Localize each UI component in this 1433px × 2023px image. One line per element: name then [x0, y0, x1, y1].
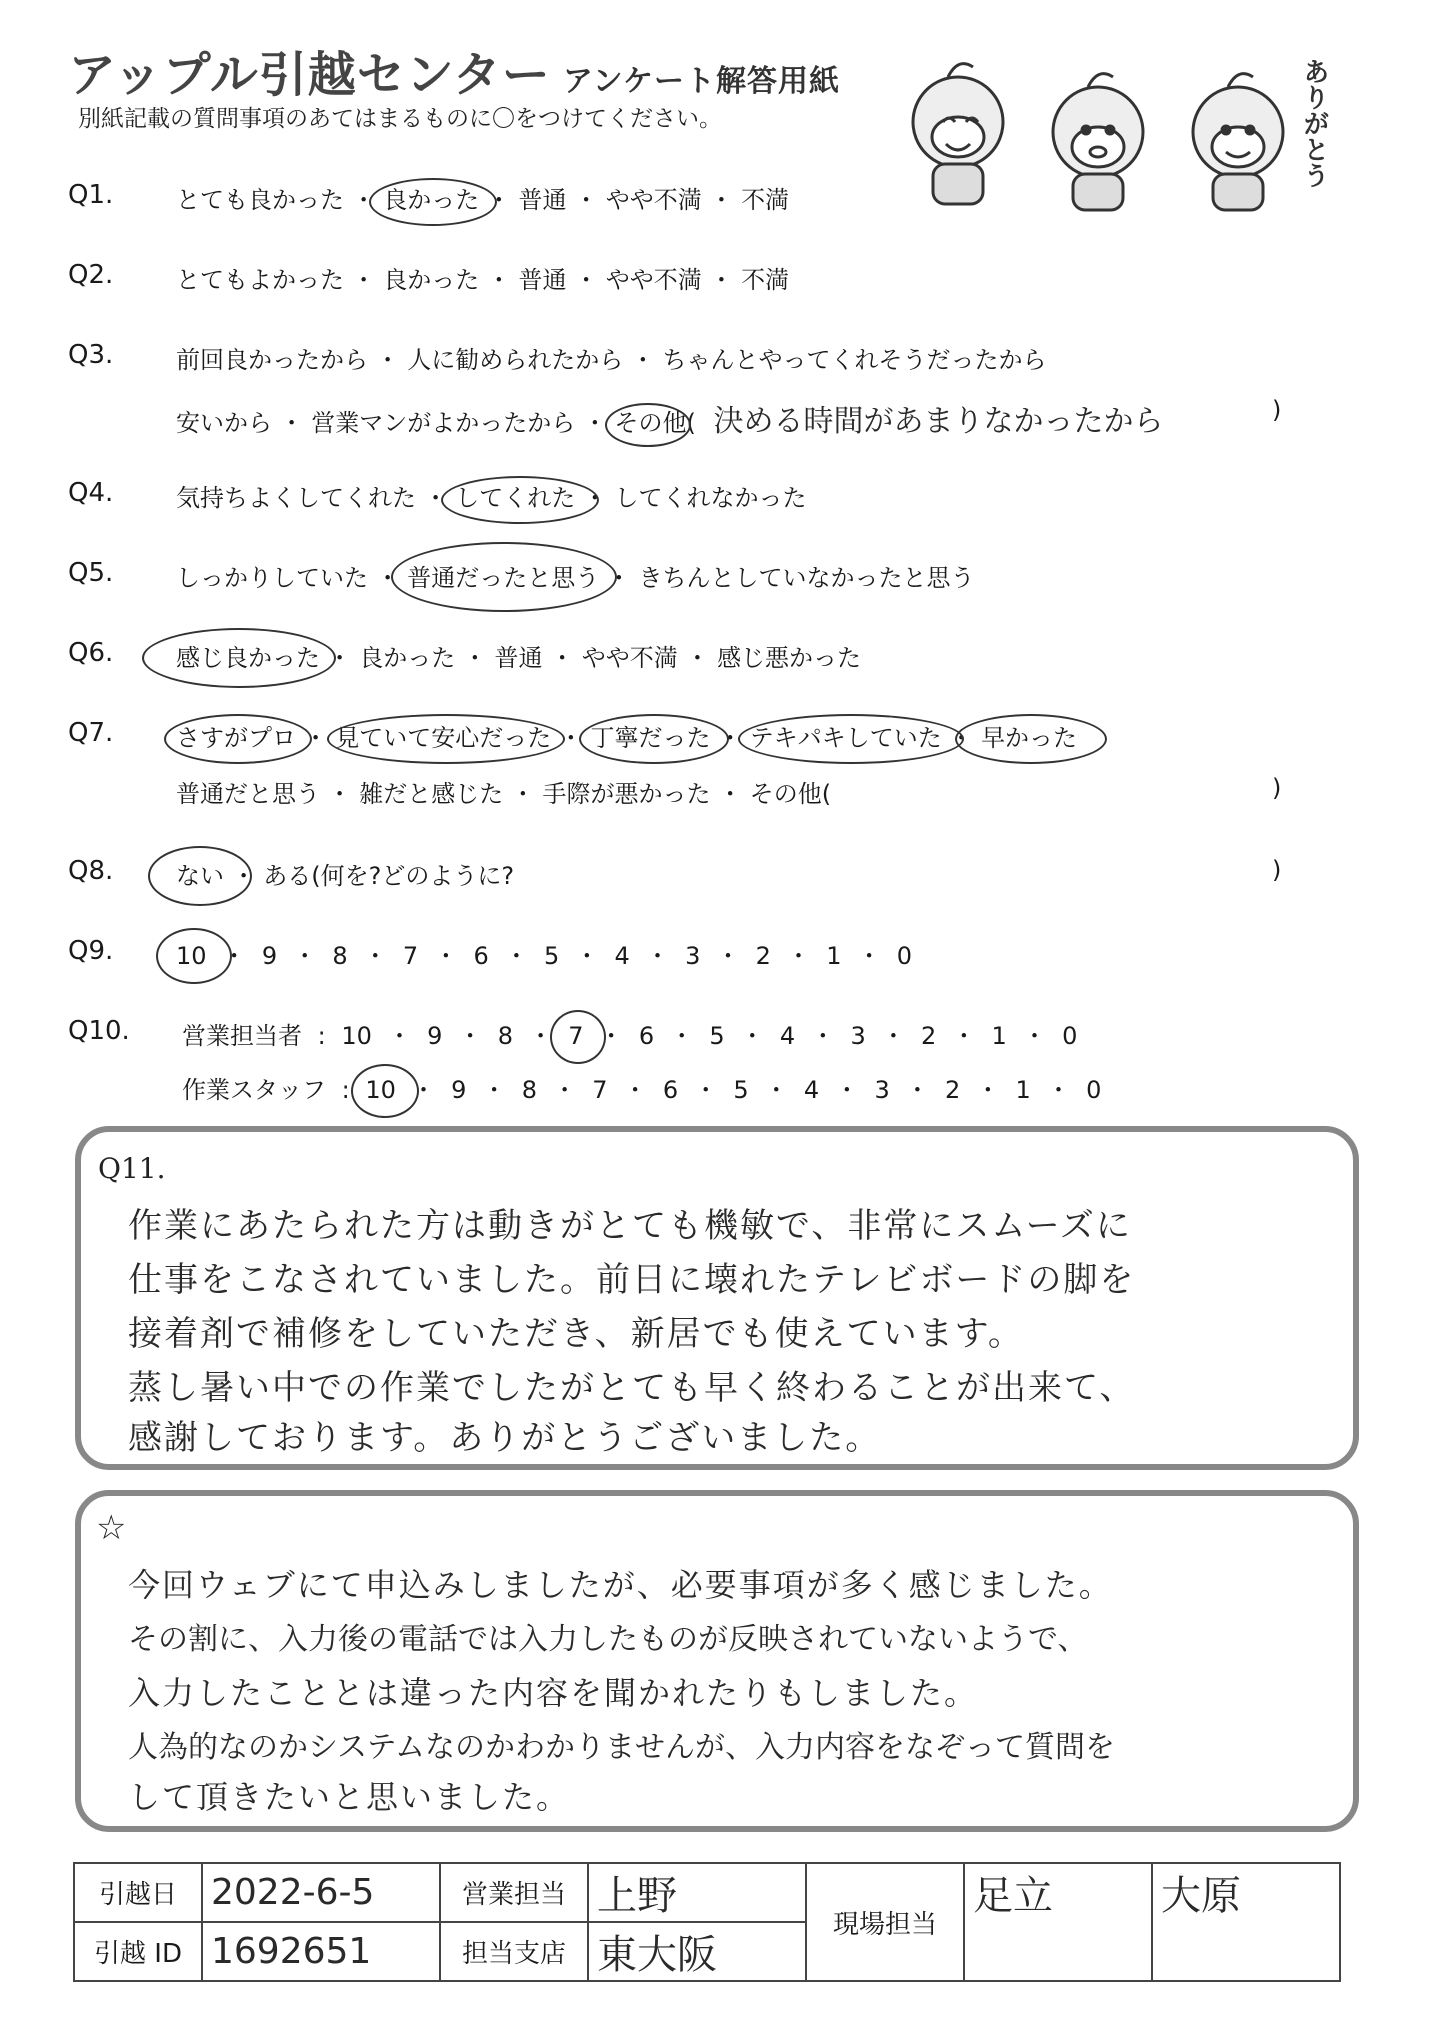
q5-options: しっかりしていた ・ 普通だったと思う ・ きちんとしていなかったと思う	[176, 558, 975, 593]
q9-score-selected[interactable]: 10	[176, 942, 207, 970]
selection-circle	[955, 714, 1107, 764]
selection-circle	[369, 178, 497, 226]
selection-circle	[164, 714, 312, 764]
site-label: 現場担当	[806, 1863, 964, 1981]
q5-option-selected[interactable]: 普通だったと思う	[407, 564, 599, 592]
form-subtitle: アンケート解答用紙	[562, 64, 841, 99]
q2-options: とてもよかった ・ 良かった ・ 普通 ・ やや不満 ・ 不満	[176, 266, 790, 294]
q10-staff-score-selected[interactable]: 10	[365, 1076, 396, 1104]
q2-option[interactable]: やや不満	[605, 266, 702, 294]
q1-option[interactable]: 普通	[518, 186, 567, 214]
q10-sales-score[interactable]: 4	[779, 1022, 796, 1050]
q7-option-selected[interactable]: さすがプロ	[176, 724, 296, 752]
q8-label: Q8.	[68, 856, 114, 886]
selection-circle	[142, 628, 336, 688]
q9-scale: 10 ・ 9 ・ 8 ・ 7 ・ 6 ・ 5 ・ 4 ・ 3 ・ 2 ・ 1 ・ 0	[176, 936, 912, 971]
q11-label: Q11.	[98, 1152, 166, 1185]
q3-other-handwritten: 決める時間があまりなかったから	[713, 404, 1164, 439]
q4-option-selected[interactable]: してくれた	[455, 484, 575, 512]
q10-sales-score[interactable]: 2	[921, 1022, 937, 1050]
q9-label: Q9.	[68, 936, 114, 966]
star-line: その割に、入力後の電話では入力したものが反映されていないようで、	[128, 1622, 1088, 1657]
q9-score[interactable]: 4	[614, 942, 630, 970]
sales-label: 営業担当	[440, 1863, 588, 1922]
selection-circle	[327, 714, 565, 764]
q4-option[interactable]: 気持ちよくしてくれた	[176, 484, 416, 512]
mascot-left-icon	[913, 64, 1003, 204]
q6-option[interactable]: 感じ悪かった	[717, 644, 862, 672]
selection-circle	[550, 1010, 606, 1064]
q3-close-paren: )	[1272, 396, 1282, 424]
q4-label: Q4.	[68, 478, 114, 508]
q10-sales-score[interactable]: 10	[341, 1022, 372, 1050]
q9-score[interactable]: 9	[261, 942, 278, 970]
q3-option[interactable]: 人に勧められたから	[407, 346, 624, 374]
q3-option[interactable]: 営業マンがよかったから	[311, 409, 576, 437]
q10-staff-label: 作業スタッフ :	[182, 1076, 350, 1104]
q5-label: Q5.	[68, 558, 114, 588]
q9-score[interactable]: 6	[473, 942, 489, 970]
q3-line2: 安いから ・ 営業マンがよかったから ・ その他( 決める時間があまりなかったから	[176, 396, 1164, 440]
q7-option-selected[interactable]: テキパキしていた	[750, 724, 942, 752]
q10-staff-score[interactable]: 3	[874, 1076, 890, 1104]
footer-table	[73, 1862, 1341, 1982]
q6-option-selected[interactable]: 感じ良かった	[176, 644, 320, 672]
q10-label: Q10.	[68, 1016, 130, 1046]
q10-sales-score[interactable]: 8	[497, 1022, 513, 1050]
q2-option[interactable]: 普通	[518, 266, 567, 294]
q2-option[interactable]: 不満	[741, 266, 790, 294]
q10-sales-label: 営業担当者 :	[182, 1022, 326, 1050]
q10-staff-score[interactable]: 6	[662, 1076, 679, 1104]
q3-label: Q3.	[68, 340, 114, 370]
q6-option[interactable]: 良かった	[359, 644, 456, 672]
q6-option[interactable]: やや不満	[581, 644, 678, 672]
q8-options: ない ・ ある(何を?どのように?	[176, 856, 514, 891]
q2-option[interactable]: とてもよかった	[176, 266, 344, 294]
star-line: 人為的なのかシステムなのかわかりませんが、入力内容をなぞって質問を	[128, 1730, 1115, 1765]
q8-option[interactable]: ある(何を?どのように?	[263, 862, 515, 890]
q8-close-paren: )	[1272, 856, 1282, 884]
site-staff-2: 大原	[1152, 1863, 1340, 1981]
q9-score[interactable]: 1	[826, 942, 842, 970]
q6-label: Q6.	[68, 638, 114, 668]
q10-sales-score[interactable]: 6	[638, 1022, 655, 1050]
q9-score[interactable]: 0	[896, 942, 913, 970]
q10-sales-score[interactable]: 5	[709, 1022, 725, 1050]
q9-score[interactable]: 2	[755, 942, 771, 970]
q6-options: 感じ良かった ・ 良かった ・ 普通 ・ やや不満 ・ 感じ悪かった	[176, 638, 861, 673]
q10-sales-score-selected[interactable]: 7	[568, 1022, 583, 1050]
branch-value: 東大阪	[588, 1922, 806, 1981]
q11-line: 蒸し暑い中での作業でしたがとても早く終わることが出来て、	[128, 1368, 1136, 1408]
selection-circle	[579, 714, 729, 764]
q3-option[interactable]: 前回良かったから	[176, 346, 368, 374]
q7-option[interactable]: 手際が悪かった	[542, 780, 711, 808]
q10-sales-score[interactable]: 1	[991, 1022, 1007, 1050]
q4-options: 気持ちよくしてくれた ・ してくれた ・ してくれなかった	[176, 478, 807, 513]
selection-circle	[605, 403, 691, 447]
company-name: アップル引越センター	[68, 47, 551, 103]
star-icon: ☆	[96, 1508, 127, 1548]
q10-staff-score[interactable]: 2	[945, 1076, 961, 1104]
q7-line2: 普通だと思う ・ 雑だと感じた ・ 手際が悪かった ・ その他(	[176, 780, 832, 808]
q10-sales-row: 営業担当者 : 10 ・ 9 ・ 8 ・ 7 ・ 6 ・ 5 ・ 4 ・ 3 ・ 2 ・ 1 ・ 0	[182, 1016, 1077, 1051]
move-date-label: 引越日	[74, 1863, 202, 1922]
move-id-label: 引越 ID	[74, 1922, 202, 1981]
q10-staff-score[interactable]: 4	[803, 1076, 820, 1104]
q10-staff-row: 作業スタッフ : 10 ・ 9 ・ 8 ・ 7 ・ 6 ・ 5 ・ 4 ・ 3 ・ 2 ・ 1 ・ 0	[182, 1070, 1101, 1105]
q5-option[interactable]: しっかりしていた	[176, 564, 368, 592]
q9-score[interactable]: 7	[402, 942, 419, 970]
q7-option-selected[interactable]: 早かった	[981, 724, 1077, 752]
q7-close-paren: )	[1272, 774, 1282, 802]
sales-name: 上野	[588, 1863, 806, 1922]
q3-option[interactable]: 安いから	[176, 409, 272, 437]
q3-option[interactable]: ちゃんとやってくれそうだったから	[662, 346, 1047, 374]
selection-circle	[391, 542, 617, 612]
q10-sales-score[interactable]: 0	[1062, 1022, 1078, 1050]
selection-circle	[156, 928, 232, 984]
mascot-right-icon	[1193, 74, 1283, 210]
thanks-text: ありがとう	[1299, 58, 1329, 188]
q7-option[interactable]: 普通だと思う	[176, 780, 320, 808]
q1-label: Q1.	[68, 180, 114, 210]
q10-sales-score[interactable]: 3	[850, 1022, 866, 1050]
q1-option[interactable]: やや不満	[605, 186, 702, 214]
selection-circle	[441, 476, 599, 524]
star-line: して頂きたいと思いました。	[128, 1778, 571, 1816]
star-line: 入力したこととは違った内容を聞かれたりもしました。	[128, 1674, 979, 1712]
q10-staff-score[interactable]: 1	[1015, 1076, 1031, 1104]
q7-option-selected[interactable]: 丁寧だった	[591, 724, 711, 752]
q10-sales-score[interactable]: 9	[427, 1022, 443, 1050]
q1-option-selected[interactable]: 良かった	[383, 186, 479, 214]
q6-option[interactable]: 普通	[494, 644, 543, 672]
q10-staff-score[interactable]: 5	[733, 1076, 749, 1104]
selection-circle	[351, 1064, 419, 1118]
q11-line: 作業にあたられた方は動きがとても機敏で、非常にスムーズに	[128, 1206, 1132, 1246]
q4-option[interactable]: してくれなかった	[614, 484, 807, 512]
q7-option[interactable]: 雑だと感じた	[359, 780, 504, 808]
q1-option[interactable]: とても良かった	[176, 186, 344, 214]
selection-circle	[148, 846, 252, 906]
q2-label: Q2.	[68, 260, 114, 290]
q7-option[interactable]: その他(	[749, 780, 832, 808]
q7-label: Q7.	[68, 718, 114, 748]
move-date-value: 2022-6-5	[202, 1863, 440, 1922]
q3-line1: 前回良かったから ・ 人に勧められたから ・ ちゃんとやってくれそうだったから	[176, 346, 1047, 374]
q8-option-selected[interactable]: ない	[176, 862, 224, 890]
q11-line: 仕事をこなされていました。前日に壊れたテレビボードの脚を	[128, 1260, 1136, 1300]
q9-score[interactable]: 8	[332, 942, 348, 970]
site-staff-1: 足立	[964, 1863, 1152, 1981]
q2-option[interactable]: 良かった	[383, 266, 480, 294]
q11-line: 接着剤で補修をしていただき、新居でも使えています。	[128, 1314, 1024, 1354]
q10-staff-score[interactable]: 9	[451, 1076, 467, 1104]
q7-option-selected[interactable]: 見ていて安心だった	[335, 724, 551, 752]
q9-score[interactable]: 3	[685, 942, 701, 970]
q7-line1: さすがプロ ・ 見ていて安心だった ・ 丁寧だった ・ テキパキしていた ・ 早かった	[176, 718, 1077, 753]
q1-option[interactable]: 不満	[741, 186, 790, 214]
branch-label: 担当支店	[440, 1922, 588, 1981]
q11-line: 感謝しております。ありがとうございました。	[128, 1418, 882, 1458]
form-title	[68, 36, 840, 105]
q10-staff-score[interactable]: 8	[521, 1076, 537, 1104]
q3-option-selected[interactable]: その他(	[615, 409, 696, 437]
mascot-illustration	[888, 52, 1328, 212]
mascot-center-icon	[1053, 74, 1143, 210]
q10-staff-score[interactable]: 0	[1086, 1076, 1102, 1104]
q10-staff-score[interactable]: 7	[592, 1076, 608, 1104]
q9-score[interactable]: 5	[544, 942, 560, 970]
instruction-text: 別紙記載の質問事項のあてはまるものに〇をつけてください。	[78, 106, 722, 132]
selection-circle	[738, 714, 964, 764]
q5-option[interactable]: きちんとしていなかったと思う	[638, 564, 975, 592]
move-id-value: 1692651	[202, 1922, 440, 1981]
star-line: 今回ウェブにて申込みしましたが、必要事項が多く感じました。	[128, 1566, 1113, 1604]
q1-options: とても良かった ・ 良かった ・ 普通 ・ やや不満 ・ 不満	[176, 180, 789, 215]
